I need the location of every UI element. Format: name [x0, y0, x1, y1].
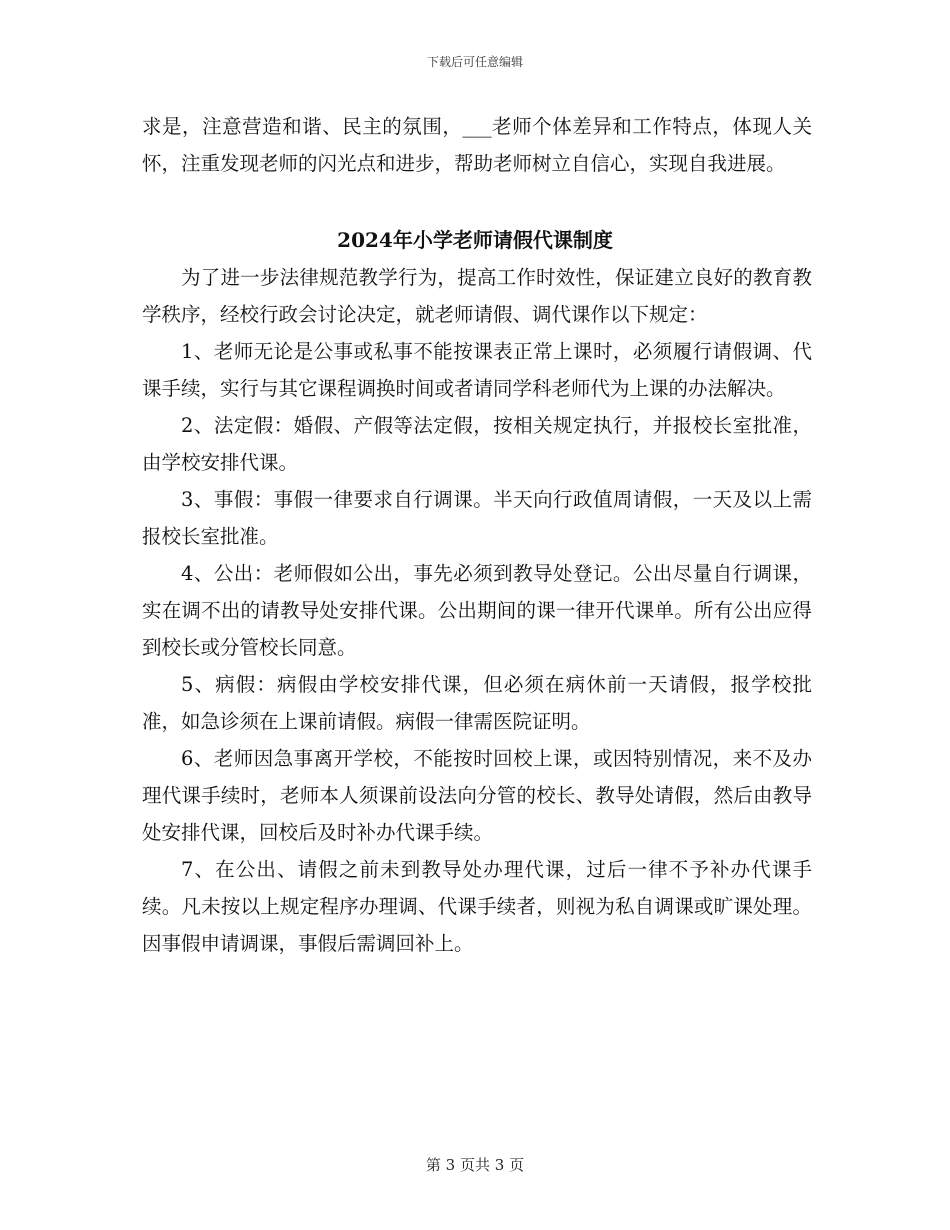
document-title: 2024年小学老师请假代课制度	[337, 228, 613, 252]
intro-paragraph: 为了进一步法律规范教学行为，提高工作时效性，保证建立良好的教育教学秩序，经校行政会讨论决定，就老师请假、调代课作以下规定：	[142, 266, 812, 326]
rule-paragraph-4: 4、公出：老师假如公出，事先必须到教导处登记。公出尽量自行调课，实在调不出的请教导处安排代课。公出期间的课一律开代课单。所有公出应得到校长或分管校长同意。	[142, 562, 812, 659]
rule-paragraph-7: 7、在公出、请假之前未到教导处办理代课，过后一律不予补办代课手续。凡未按以上规定程序办理调、代课手续者，则视为私自调课或旷课处理。因事假申请调课，事假后需调回补上。	[142, 858, 812, 955]
rule-paragraph-5: 5、病假：病假由学校安排代课，但必须在病休前一天请假，报学校批准，如急诊须在上课前请假。病假一律需医院证明。	[142, 673, 812, 733]
rule-paragraph-3: 3、事假：事假一律要求自行调课。半天向行政值周请假，一天及以上需报校长室批准。	[142, 488, 812, 548]
rule-paragraph-2: 2、法定假：婚假、产假等法定假，按相关规定执行，并报校长室批准，由学校安排代课。	[142, 414, 812, 474]
document-body	[142, 259, 812, 962]
continuation-paragraph: 求是，注意营造和谐、民主的氛围，___老师个体差异和工作特点，体现人关怀，注重发现老师的闪光点和进步，帮助老师树立自信心，实现自我进展。	[142, 115, 812, 175]
page-header: 下载后可任意编辑	[426, 55, 523, 69]
continuation-block	[142, 108, 812, 182]
rule-paragraph-6: 6、老师因急事离开学校，不能按时回校上课，或因特别情况，来不及办理代课手续时，老师本人须课前设法向分管的校长、教导处请假，然后由教导处安排代课，回校后及时补办代课手续。	[142, 747, 812, 844]
page-footer: 第 3 页共 3 页	[425, 1156, 525, 1174]
rule-paragraph-1: 1、老师无论是公事或私事不能按课表正常上课时，必须履行请假调、代课手续，实行与其它课程调换时间或者请同学科老师代为上课的办法解决。	[142, 340, 812, 400]
